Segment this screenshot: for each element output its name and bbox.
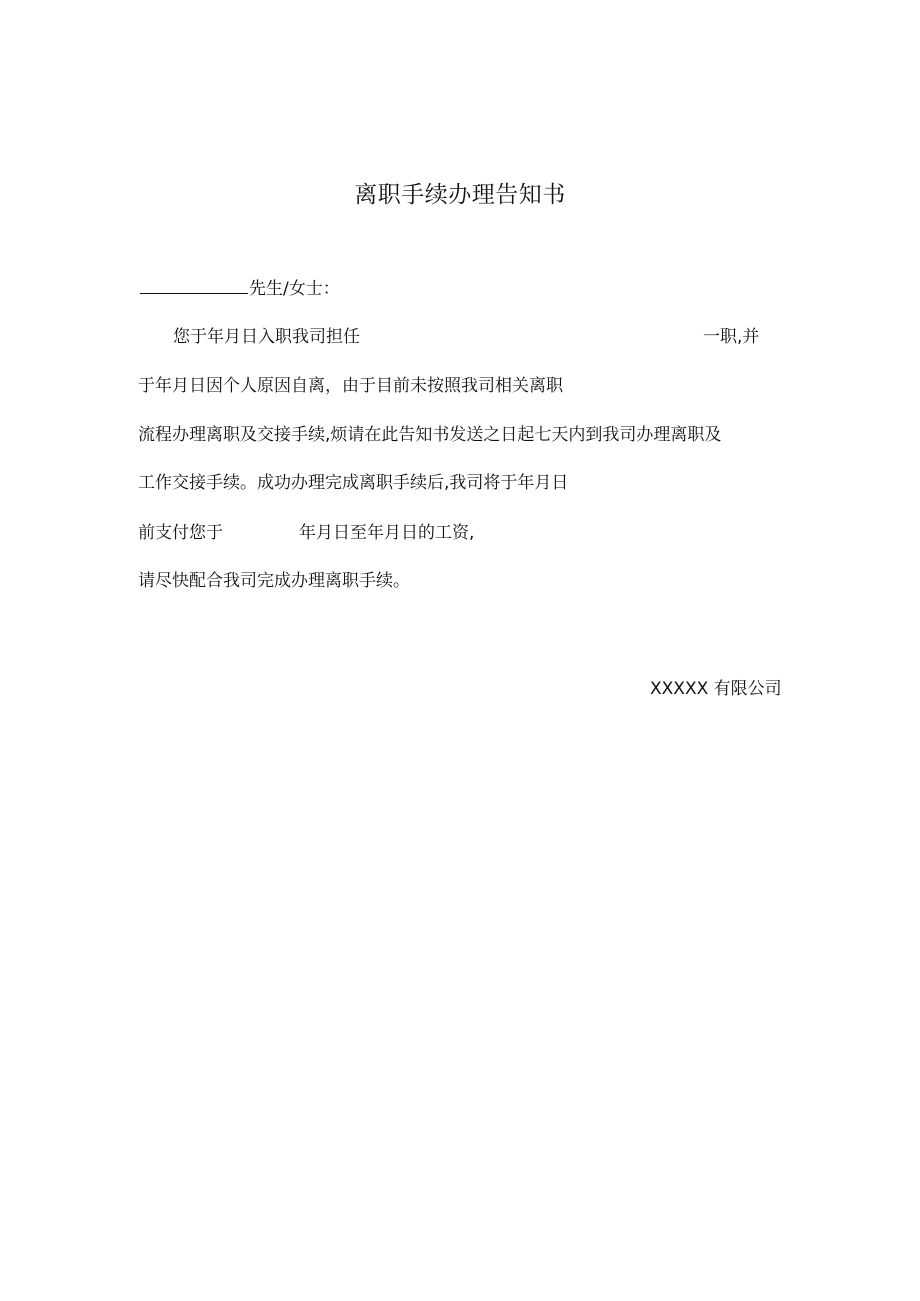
salutation-line: [140, 277, 340, 301]
salutation-text: 先生/女士：: [249, 279, 340, 299]
name-blank-underline: [140, 277, 248, 294]
paragraph-line-5-left: 前支付您于: [138, 523, 223, 543]
paragraph-line-4: 工作交接手续。成功办理完成离职手续后,我司将于年月日: [138, 473, 569, 493]
company-signature: XXXXX 有限公司: [650, 679, 782, 699]
paragraph-line-1-left: 您于年月日入职我司担任: [173, 327, 360, 347]
paragraph-line-2: 于年月日因个人原因自离，由于目前未按照我司相关离职: [138, 376, 563, 396]
paragraph-line-6: 请尽快配合我司完成办理离职手续。: [138, 571, 410, 591]
paragraph-line-5-right: 年月日至年月日的工资,: [299, 523, 475, 543]
paragraph-line-3: 流程办理离职及交接手续,烦请在此告知书发送之日起七天内到我司办理离职及: [138, 425, 722, 445]
paragraph-line-1-right: 一职,并: [703, 327, 760, 347]
document-title: 离职手续办理告知书: [354, 182, 566, 208]
